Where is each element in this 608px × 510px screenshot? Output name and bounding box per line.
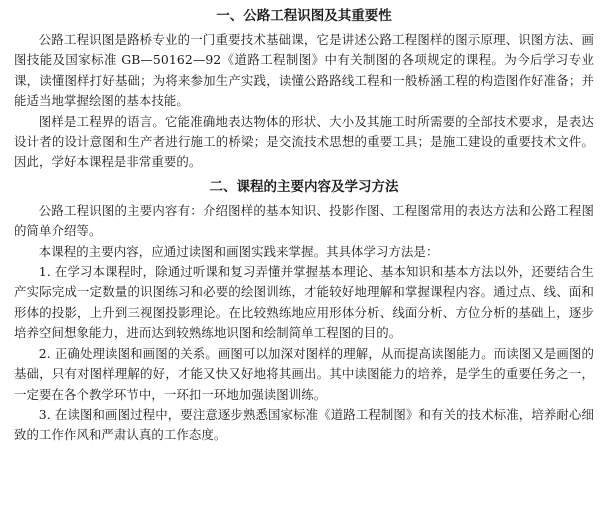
section-2-paragraph-5: 3. 在读图和画图过程中，要注意逐步熟悉国家标准《道路工程制图》和有关的技术标准，培养耐心细致的工作作风和严肃认真的工作态度。 [14,406,594,443]
section-2-heading: 二、课程的主要内容及学习方法 [209,178,399,195]
section-1-paragraph-2: 图样是工程界的语言。它能准确地表达物体的形状、大小及其施工时所需要的全部技术要求，是表达设计者的设计意图和生产者进行施工的桥梁；是交流技术思想的重要工具；是施工建设的重要技术文件。因此，学好本课程是非常重要的。 [14,113,594,170]
section-1-paragraph-1: 公路工程识图是路桥专业的一门重要技术基础课，它是讲述公路工程图样的图示原理、识图方法、画图技能及国家标准 GB—50162—92《道路工程制图》中有关制图的各项规定的课程。为今后学习专业课，读懂图样打好基础；为将来参加生产实践，读懂公路路线工程和一般桥涵工程的构造图作好准备；并能适当地掌握绘图的基本技能。 [14,32,594,109]
section-2-paragraph-3: 1. 在学习本课程时，除通过听课和复习弄懂并掌握基本理论、基本知识和基本方法以外，还要结合生产实际完成一定数量的识图练习和必要的绘图训练，才能较好地理解和掌握课程内容。通过点、线、面和形体的投影，上升到三视图投影理论。在比较熟练地应用形体分析、线面分析、方位分析的基础上，逐步培养空间想象能力，进而达到较熟练地识图和绘制简单工程图的目的。 [14,264,594,341]
section-1-heading: 一、公路工程识图及其重要性 [216,8,392,24]
section-2-paragraph-2: 本课程的主要内容，应通过读图和画图实践来掌握。其具体学习方法是： [38,243,439,259]
section-2-paragraph-4: 2. 正确处理读图和画图的关系。画图可以加深对图样的理解，从而提高读图能力。而读图又是画图的基础，只有对图样理解的好，才能又快又好地将其画出。其中读图能力的培养，是学生的重要任务之一，一定要在各个教学环节中，一环扣一环地加强读图训练。 [14,345,594,402]
section-2-paragraph-1: 公路工程识图的主要内容有：介绍图样的基本知识、投影作图、工程图常用的表达方法和公路工程图的简单介绍等。 [14,202,594,239]
